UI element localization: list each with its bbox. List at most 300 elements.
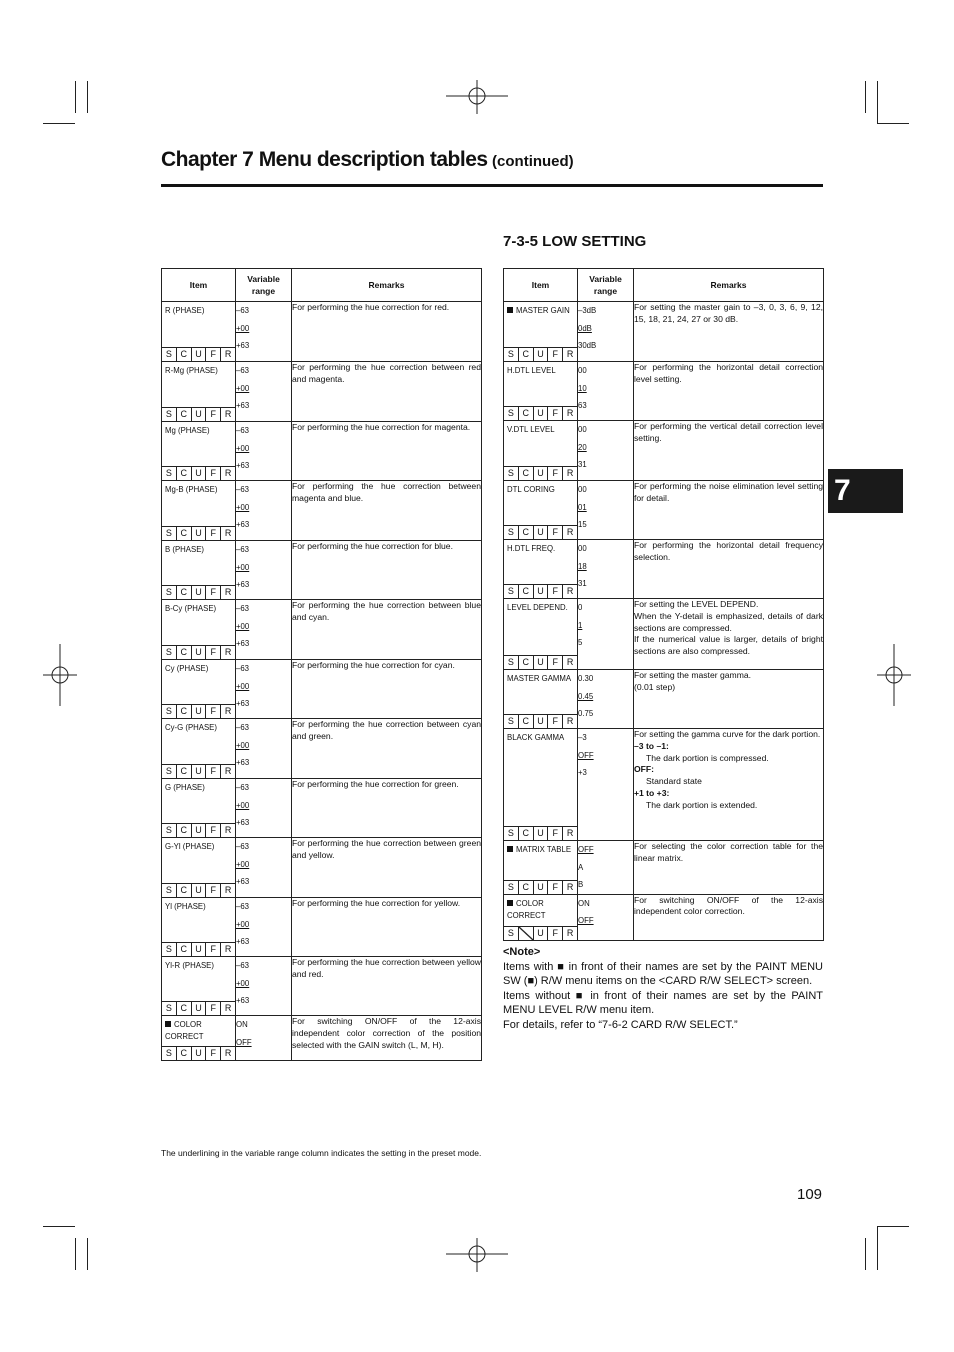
item-name-text: Mg-B (PHASE)	[165, 485, 218, 494]
scufr-indicator	[504, 926, 577, 940]
table-row	[162, 779, 482, 838]
table-row	[504, 599, 824, 670]
scufr-cell: F	[548, 467, 563, 480]
range-value: +63	[236, 341, 250, 350]
item-cell	[504, 894, 578, 940]
range-value: –63	[236, 902, 250, 911]
item-name-text: MATRIX TABLE	[516, 845, 572, 854]
scufr-cell: C	[519, 407, 534, 420]
note-block	[503, 945, 823, 1033]
remarks-cell	[292, 898, 482, 957]
range-value: –63	[236, 426, 250, 435]
scufr-indicator	[162, 407, 235, 421]
preset-value: +00	[236, 443, 250, 453]
scufr-cell: F	[206, 884, 221, 897]
range-value: +63	[236, 461, 250, 470]
scufr-cell: F	[548, 656, 563, 669]
table-row	[504, 540, 824, 599]
variable-range-cell	[578, 599, 634, 670]
scufr-cell: U	[534, 656, 549, 669]
range-value: 00	[578, 544, 587, 553]
table-row	[504, 302, 824, 362]
scufr-cell: R	[566, 527, 574, 537]
remarks-cell	[292, 957, 482, 1016]
item-name	[507, 424, 555, 436]
item-name-text: R (PHASE)	[165, 306, 205, 315]
variable-range-cell	[236, 541, 292, 600]
range-value: +63	[236, 877, 250, 886]
item-name-text: COLOR CORRECT	[165, 1020, 204, 1041]
scufr-cell: R	[224, 825, 232, 835]
item-name-text: Cy (PHASE)	[165, 664, 209, 673]
scufr-indicator	[504, 880, 577, 894]
remarks-cell	[634, 421, 824, 481]
item-name-text: R-Mg (PHASE)	[165, 366, 218, 375]
chapter-tab: 7	[828, 469, 903, 513]
scufr-indicator	[162, 585, 235, 599]
remarks-cell	[292, 600, 482, 660]
preset-value: 20	[578, 442, 587, 452]
item-name	[507, 305, 570, 317]
item-cell	[162, 481, 236, 541]
remarks-cell	[634, 729, 824, 841]
table-row	[162, 422, 482, 481]
scufr-indicator	[162, 883, 235, 897]
table-row	[504, 670, 824, 729]
item-name	[165, 603, 216, 615]
scufr-cell: S	[162, 408, 177, 421]
range-value: 0	[578, 603, 583, 612]
table-row	[504, 729, 824, 841]
section-heading: 7-3-5 LOW SETTING	[503, 233, 647, 250]
item-name-text: G-Yl (PHASE)	[165, 842, 215, 851]
preset-value: +00	[236, 859, 250, 869]
remarks-text: For performing the hue correction between cyan and green.	[292, 719, 481, 741]
variable-range-cell	[578, 540, 634, 599]
variable-range-cell	[236, 422, 292, 481]
variable-range-cell	[578, 894, 634, 940]
range-value: 15	[578, 520, 587, 529]
variable-range-cell	[578, 362, 634, 421]
remarks-text: For performing the hue correction between yellow and red.	[292, 957, 481, 979]
variable-range-cell	[236, 600, 292, 660]
item-cell	[504, 302, 578, 362]
scufr-cell: F	[548, 585, 563, 598]
scufr-cell: S	[504, 407, 519, 420]
scufr-cell: R	[224, 944, 232, 954]
item-name-text: H.DTL LEVEL	[507, 366, 556, 375]
scufr-indicator	[162, 764, 235, 778]
scufr-indicator	[162, 1046, 235, 1060]
scufr-indicator	[162, 823, 235, 837]
scufr-cell: U	[192, 1047, 207, 1060]
scufr-indicator	[162, 1001, 235, 1015]
footnote: The underlining in the variable range column indicates the setting in the preset mode.	[161, 1148, 482, 1158]
range-value: 00	[578, 425, 587, 434]
scufr-indicator	[504, 826, 577, 840]
table-row	[162, 1016, 482, 1061]
item-name	[165, 960, 214, 972]
range-value: A	[578, 862, 584, 872]
item-cell	[162, 838, 236, 898]
item-name-text: LEVEL DEPEND.	[507, 603, 568, 612]
range-value: +63	[236, 639, 250, 648]
scufr-cell: F	[206, 646, 221, 659]
remarks-text: For performing the hue correction for yellow.	[292, 898, 461, 908]
variable-range-cell	[578, 729, 634, 841]
scufr-cell: F	[206, 943, 221, 956]
variable-range-cell	[236, 898, 292, 957]
title-rule	[161, 184, 823, 187]
remarks-text: For switching ON/OFF of the 12-axis independent color correction of the position selected with the GAIN switch (L, M, H).	[292, 1016, 481, 1050]
preset-value: OFF	[578, 845, 594, 854]
table-row	[162, 481, 482, 541]
preset-value: +00	[236, 383, 250, 393]
item-cell	[162, 779, 236, 838]
scufr-cell: S	[504, 348, 519, 361]
remarks-cell	[292, 660, 482, 719]
item-name-text: COLOR CORRECT	[507, 898, 546, 920]
registration-mark-left	[43, 644, 77, 706]
preset-value: 18	[578, 561, 587, 571]
remarks-text: For performing the hue correction between red and magenta.	[292, 362, 481, 384]
item-name	[165, 1019, 204, 1043]
scufr-cell: R	[224, 1048, 232, 1058]
preset-value: 10	[578, 383, 587, 393]
range-value: –63	[236, 783, 250, 792]
remarks-text: For performing the horizontal detail correction level setting.	[634, 362, 823, 384]
preset-value: +00	[236, 323, 250, 333]
scufr-cell: R	[224, 528, 232, 538]
item-cell	[504, 670, 578, 729]
table-row	[504, 421, 824, 481]
scufr-cell	[519, 927, 534, 940]
remarks-text: For performing the hue correction between magenta and blue.	[292, 481, 481, 503]
scufr-cell: R	[224, 885, 232, 895]
range-value: +63	[236, 699, 250, 708]
table-row	[162, 838, 482, 898]
scufr-cell: R	[224, 468, 232, 478]
variable-range-cell	[236, 957, 292, 1016]
range-value: ON	[578, 898, 590, 908]
range-value: –63	[236, 604, 250, 613]
remarks-cell	[634, 302, 824, 362]
remarks-cell	[292, 422, 482, 481]
remarks-sub-label: –3 to –1:	[634, 740, 669, 751]
scufr-indicator	[504, 525, 577, 539]
scufr-cell: F	[206, 586, 221, 599]
range-value: +63	[236, 818, 250, 827]
preset-value: +00	[236, 919, 250, 929]
scufr-indicator	[504, 466, 577, 480]
scufr-cell: S	[162, 348, 177, 361]
item-name-text: MASTER GAIN	[516, 306, 570, 315]
variable-range-cell	[236, 779, 292, 838]
scufr-cell: F	[548, 348, 563, 361]
remarks-cell	[292, 719, 482, 779]
item-cell	[162, 302, 236, 362]
scufr-indicator	[162, 704, 235, 718]
scufr-cell: U	[534, 881, 549, 894]
scufr-cell: U	[192, 408, 207, 421]
note-line: Items without ■ in front of their names are set by the PAINT MENU LEVEL R/W menu item.	[503, 989, 823, 1017]
item-cell	[162, 422, 236, 481]
card-square-icon	[507, 846, 513, 852]
range-value: +63	[236, 758, 250, 767]
range-value: 0.75	[578, 709, 594, 718]
remarks-sub-text: Standard state	[646, 776, 702, 787]
scufr-cell: S	[504, 881, 519, 894]
range-value: –63	[236, 545, 250, 554]
preset-value: +00	[236, 562, 250, 572]
remarks-cell	[634, 599, 824, 670]
item-name-text: DTL CORING	[507, 485, 555, 494]
item-name-text: BLACK GAMMA	[507, 733, 565, 742]
range-value: 00	[578, 366, 587, 375]
item-name	[165, 901, 206, 913]
page-number: 109	[797, 1186, 823, 1203]
table-row	[504, 894, 824, 940]
range-value: –63	[236, 723, 250, 732]
remarks-text: For performing the horizontal detail frequency selection.	[634, 540, 823, 562]
scufr-cell: U	[192, 705, 207, 718]
remarks-cell	[634, 362, 824, 421]
remarks-text: For performing the hue correction for cyan.	[292, 660, 455, 670]
remarks-text: For setting the master gamma. (0.01 step)	[634, 670, 752, 692]
preset-value: OFF	[236, 1037, 252, 1047]
scufr-cell: F	[206, 765, 221, 778]
scufr-cell: R	[566, 927, 574, 938]
range-value: +3	[578, 768, 587, 777]
preset-value: OFF	[578, 750, 594, 760]
header-item: Item	[504, 269, 578, 302]
table-header	[162, 269, 482, 302]
note-heading: <Note>	[503, 946, 541, 958]
range-value: +63	[236, 996, 250, 1005]
scufr-cell: R	[566, 468, 574, 478]
preset-value: +00	[236, 740, 250, 750]
scufr-cell: U	[192, 646, 207, 659]
item-cell	[162, 600, 236, 660]
chapter-title-text: Chapter 7 Menu description tables	[161, 148, 488, 171]
range-value: 0.30	[578, 674, 594, 683]
scufr-cell: R	[224, 706, 232, 716]
scufr-cell: R	[224, 1003, 232, 1013]
item-name	[165, 425, 210, 437]
remarks-cell	[634, 540, 824, 599]
scufr-cell: U	[192, 824, 207, 837]
table-row	[504, 362, 824, 421]
scufr-cell: C	[177, 348, 192, 361]
scufr-cell: S	[504, 715, 519, 728]
remarks-cell	[292, 541, 482, 600]
header-variable: Variable range	[236, 269, 292, 302]
scufr-cell: C	[177, 884, 192, 897]
remarks-cell	[634, 841, 824, 895]
table-row	[162, 600, 482, 660]
scufr-cell: R	[224, 409, 232, 419]
scufr-cell: U	[534, 827, 549, 840]
scufr-cell: R	[566, 349, 574, 359]
item-cell	[504, 421, 578, 481]
scufr-cell: C	[519, 715, 534, 728]
variable-range-cell	[578, 302, 634, 362]
scufr-cell: C	[177, 646, 192, 659]
scufr-indicator	[162, 942, 235, 956]
item-name-text: Mg (PHASE)	[165, 426, 210, 435]
note-line: Items with ■ in front of their names are set by the PAINT MENU SW (■) R/W menu items on the <CARD R/W SELECT> screen.	[503, 960, 823, 988]
item-name	[165, 305, 204, 317]
scufr-cell: R	[224, 766, 232, 776]
item-cell	[162, 660, 236, 719]
remarks-text: For performing the hue correction for blue.	[292, 541, 453, 551]
header-variable: Variable range	[578, 269, 634, 302]
scufr-cell: S	[162, 824, 177, 837]
table-row	[162, 362, 482, 422]
scufr-cell: R	[566, 586, 574, 596]
scufr-cell: F	[206, 824, 221, 837]
table-row	[162, 541, 482, 600]
item-name	[165, 782, 205, 794]
range-value: 30dB	[578, 341, 597, 350]
remarks-text: For performing the hue correction for magenta.	[292, 422, 471, 432]
scufr-cell: C	[177, 705, 192, 718]
scufr-cell: C	[177, 1047, 192, 1060]
range-value: –63	[236, 842, 250, 851]
remarks-text: For selecting the color correction table for the linear matrix.	[634, 841, 823, 863]
scufr-indicator	[504, 406, 577, 420]
scufr-cell: S	[504, 585, 519, 598]
scufr-cell: S	[162, 527, 177, 540]
remarks-text: For switching ON/OFF of the 12-axis independent color correction.	[634, 894, 823, 917]
right-menu-table	[503, 268, 824, 941]
scufr-cell: R	[566, 828, 574, 838]
scufr-cell: R	[224, 587, 232, 597]
scufr-cell: U	[534, 526, 549, 539]
table-row	[504, 481, 824, 540]
item-name	[165, 544, 204, 556]
range-value: +63	[236, 520, 250, 529]
left-menu-table	[161, 268, 482, 1061]
scufr-cell: F	[206, 1002, 221, 1015]
variable-range-cell	[578, 670, 634, 729]
scufr-cell: C	[177, 467, 192, 480]
range-value: +63	[236, 580, 250, 589]
item-name-text: Yl-R (PHASE)	[165, 961, 214, 970]
remarks-text: For setting the gamma curve for the dark portion.	[634, 729, 821, 739]
header-remarks: Remarks	[634, 269, 824, 302]
scufr-indicator	[162, 526, 235, 540]
scufr-cell: S	[162, 467, 177, 480]
item-name	[507, 484, 555, 496]
remarks-text: For performing the hue correction between green and yellow.	[292, 838, 481, 860]
scufr-cell: C	[519, 526, 534, 539]
scufr-cell: C	[519, 585, 534, 598]
item-name	[165, 365, 218, 377]
scufr-cell: C	[519, 827, 534, 840]
scufr-indicator	[162, 466, 235, 480]
scufr-indicator	[504, 584, 577, 598]
range-value: 00	[578, 485, 587, 494]
range-value: –63	[236, 664, 250, 673]
range-value: –63	[236, 485, 250, 494]
table-row	[162, 957, 482, 1016]
scufr-cell: R	[566, 657, 574, 667]
range-value: –3dB	[578, 306, 597, 315]
chapter-title	[161, 148, 574, 172]
scufr-cell: F	[206, 705, 221, 718]
range-value: 63	[578, 401, 587, 410]
scufr-cell: F	[548, 881, 563, 894]
remarks-text: For setting the master gain to –3, 0, 3, 6, 9, 12, 15, 18, 21, 24, 27 or 30 dB.	[634, 302, 823, 324]
item-cell	[504, 599, 578, 670]
range-value: 31	[578, 460, 587, 469]
item-name-text: B-Cy (PHASE)	[165, 604, 217, 613]
scufr-cell: R	[566, 716, 574, 726]
item-name	[507, 898, 546, 922]
remarks-cell	[292, 779, 482, 838]
preset-value: +00	[236, 681, 250, 691]
scufr-cell: U	[192, 467, 207, 480]
scufr-cell: U	[534, 715, 549, 728]
scufr-cell: U	[534, 585, 549, 598]
item-cell	[162, 957, 236, 1016]
scufr-cell: F	[548, 407, 563, 420]
item-name	[165, 484, 217, 496]
remarks-cell	[292, 362, 482, 422]
scufr-cell: C	[177, 1002, 192, 1015]
preset-value: 0.45	[578, 691, 594, 701]
range-value: –3	[578, 733, 587, 742]
preset-value: OFF	[578, 916, 594, 925]
scufr-cell: S	[504, 827, 519, 840]
scufr-cell: U	[192, 348, 207, 361]
preset-value: +00	[236, 978, 250, 988]
variable-range-cell	[236, 1016, 292, 1061]
variable-range-cell	[578, 841, 634, 895]
table-row	[162, 302, 482, 362]
scufr-cell: S	[504, 526, 519, 539]
scufr-cell: U	[534, 927, 549, 940]
scufr-cell: U	[192, 943, 207, 956]
scufr-cell: U	[192, 765, 207, 778]
remarks-cell	[634, 481, 824, 540]
preset-value: +00	[236, 621, 250, 631]
item-name-text: Cy-G (PHASE)	[165, 723, 217, 732]
item-cell	[504, 841, 578, 895]
scufr-cell: S	[162, 1047, 177, 1060]
variable-range-cell	[236, 660, 292, 719]
scufr-cell: U	[534, 348, 549, 361]
scufr-cell: U	[192, 884, 207, 897]
preset-value: +00	[236, 800, 250, 810]
scufr-cell: S	[504, 467, 519, 480]
range-value: –63	[236, 366, 250, 375]
scufr-cell: U	[534, 407, 549, 420]
item-name	[165, 841, 214, 853]
scufr-indicator	[504, 655, 577, 669]
item-name-text: B (PHASE)	[165, 545, 204, 554]
scufr-cell: U	[192, 527, 207, 540]
item-name	[507, 365, 556, 377]
scufr-cell: U	[534, 467, 549, 480]
remarks-cell	[292, 838, 482, 898]
scufr-cell: F	[206, 408, 221, 421]
card-square-icon	[507, 307, 513, 313]
range-value: +63	[236, 937, 250, 946]
range-value: B	[578, 880, 584, 889]
scufr-cell: C	[177, 824, 192, 837]
